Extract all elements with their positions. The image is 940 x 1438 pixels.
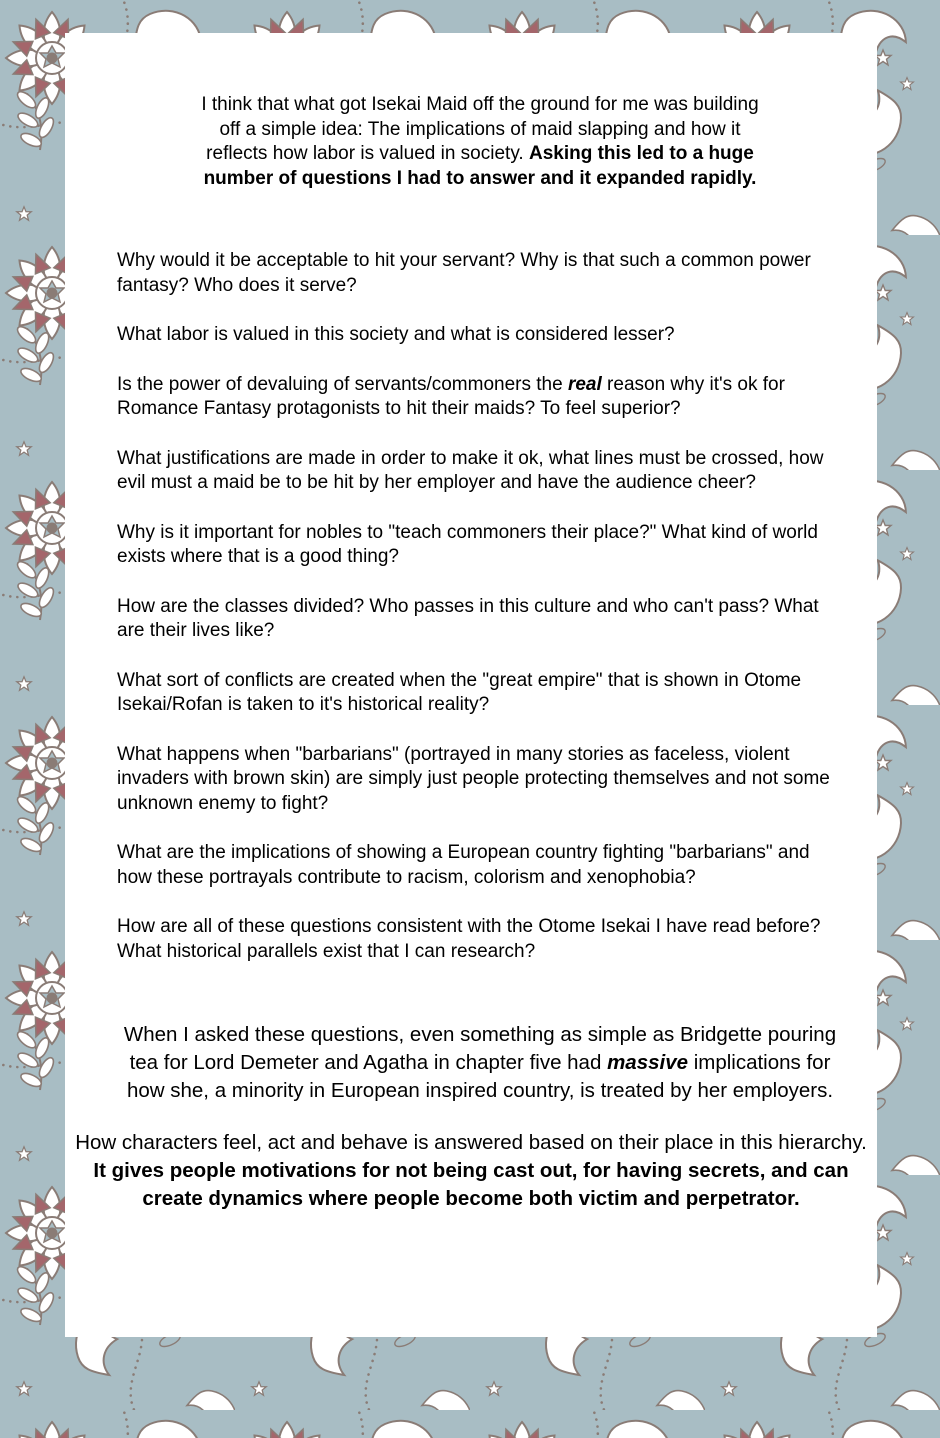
- intro-text: I think that what got Isekai Maid off the ground for me was building off a simple idea: The implications of maid slapping and how it reflects how labor is valued in society.: [201, 94, 759, 165]
- question-paragraph-9: [117, 841, 843, 890]
- question-text: What happens when "barbarians" (portrayed in many stories as faceless, violent invaders with brown skin) are simply just people protecting themselves and not some unknown enemy to fight?: [117, 743, 830, 814]
- closing-paragraph-2: [75, 1129, 867, 1213]
- question-paragraph-10: [117, 915, 843, 964]
- question-text: What are the implications of showing a European country fighting "barbarians" and how these portrayals contribute to racism, colorism and xenophobia?: [117, 842, 810, 888]
- closing-text-pre: How characters feel, act and behave is answered based on their place in this hierarchy.: [75, 1131, 867, 1155]
- closing-emphasis-text: massive: [607, 1051, 688, 1075]
- intro-paragraph: [198, 93, 763, 191]
- question-emphasis-text: real: [567, 373, 602, 395]
- question-paragraph-1: [117, 249, 843, 298]
- question-text: What sort of conflicts are created when the "great empire" that is shown in Otome Isekai/Rofan is taken to it's historical reality?: [117, 669, 802, 716]
- closing-bold-text: It gives people motivations for not being cast out, for having secrets, and can create dynamics where people become both victim and perpetrator.: [93, 1159, 849, 1211]
- question-text-post: reason why it's ok for Romance Fantasy protagonists to hit their maids? To feel superior?: [117, 373, 785, 420]
- question-paragraph-3: [117, 373, 843, 422]
- question-paragraph-6: [117, 595, 843, 644]
- closing-paragraph-1: [120, 1021, 840, 1105]
- question-text: What labor is valued in this society and what is considered lesser?: [117, 324, 675, 346]
- question-text: How are the classes divided? Who passes in this culture and who can't pass? What are their lives like?: [117, 595, 819, 642]
- question-paragraph-5: [117, 521, 843, 570]
- question-paragraph-2: [117, 323, 843, 348]
- question-text: Why is it important for nobles to "teach commoners their place?" What kind of world exists where that is a good thing?: [117, 521, 818, 568]
- question-text-pre: Is the power of devaluing of servants/commoners the: [117, 373, 568, 395]
- question-text: What justifications are made in order to make it ok, what lines must be crossed, how evil must a maid be to be hit by her employer and have the audience cheer?: [117, 447, 824, 494]
- question-text: Why would it be acceptable to hit your servant? Why is that such a common power fantasy? Who does it serve?: [117, 250, 811, 296]
- intro-bold-text: Asking this led to a huge number of questions I had to answer and it expanded rapidly.: [203, 143, 757, 189]
- questions-list: [117, 249, 843, 989]
- question-paragraph-7: [117, 669, 843, 718]
- question-text: How are all of these questions consistent with the Otome Isekai I have read before? What historical parallels exist that I can research?: [117, 916, 821, 962]
- closing-text-pre: When I asked these questions, even something as simple as Bridgette pouring tea for Lord Demeter and Agatha in chapter five had: [123, 1023, 837, 1075]
- question-paragraph-8: [117, 743, 843, 817]
- content-page: [65, 33, 877, 1337]
- question-paragraph-4: [117, 447, 843, 496]
- closing-text-post: implications for how she, a minority in European inspired country, is treated by her employers.: [126, 1051, 834, 1103]
